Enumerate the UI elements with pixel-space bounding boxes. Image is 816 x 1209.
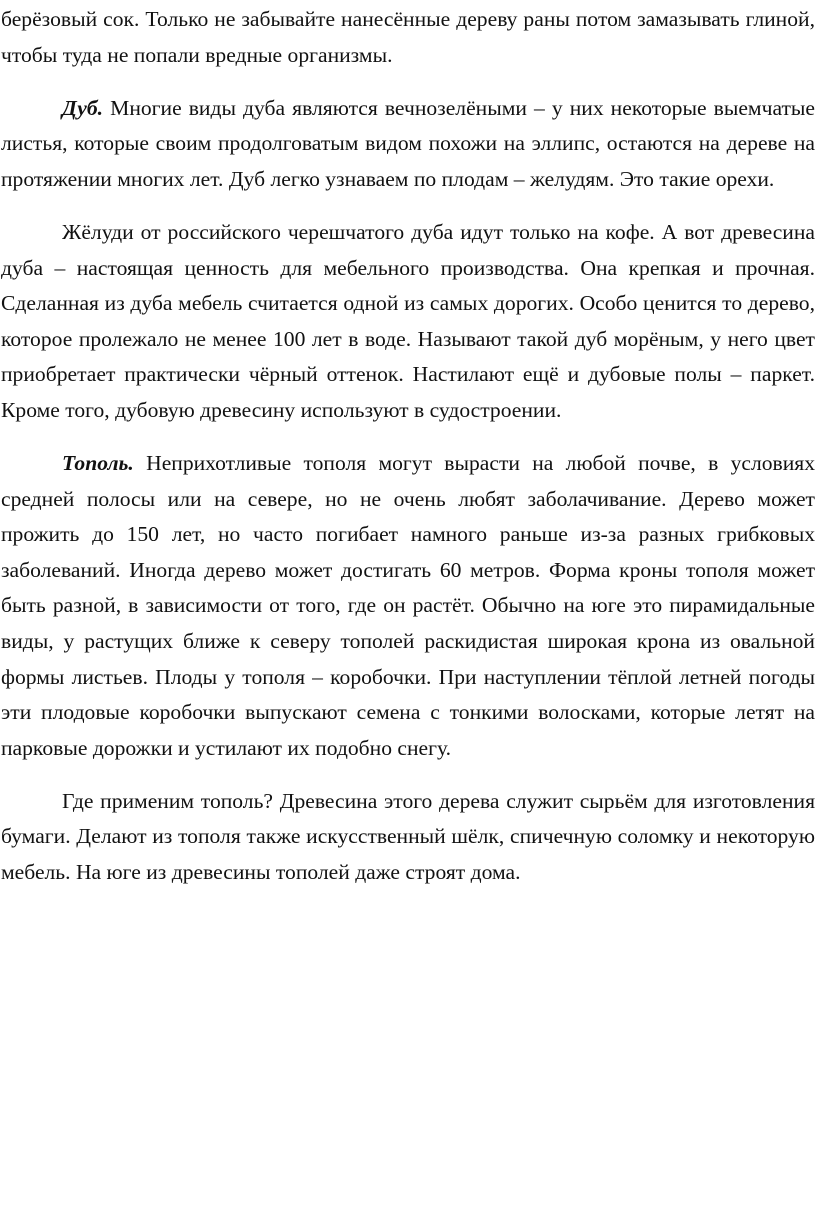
paragraph-birch-continuation — [1, 2, 815, 73]
paragraph-text: Неприхотливые тополя могут вырасти на любой почве, в условиях средней полосы или на севере, но не очень любят заболачивание. Дерево может прожить до 150 лет, но часто погибает намного раньше из-за разных грибковых заболеваний. Иногда дерево может достигать 60 метров. Форма кроны тополя может быть разной, в зависимости от того, где он растёт. Обычно на юге это пирамидальные виды, у растущих ближе к северу тополей раскидистая широкая крона из овальной формы листьев. Плоды у тополя – коробочки. При наступлении тёплой летней погоды эти плодовые коробочки выпускают семена с тонкими волосками, которые летят на парковые дорожки и устилают их подобно снегу. — [1, 451, 815, 760]
paragraph-term: Тополь. — [62, 451, 134, 476]
paragraph-term: Дуб. — [62, 95, 104, 120]
paragraph-oak-acorns — [1, 215, 815, 429]
paragraph-poplar-usage — [1, 784, 815, 891]
paragraph-poplar — [1, 446, 815, 766]
paragraph-text: Где применим тополь? Древесина этого дерева служит сырьём для изготовления бумаги. Делают из тополя также искусственный шёлк, спичечную соломку и некоторую мебель. На юге из древесины тополей даже строят дома. — [1, 788, 815, 885]
paragraph-text: берёзовый сок. Только не забывайте нанесённые дереву раны потом замазывать глиной, чтобы туда не попали вредные организмы. — [1, 7, 815, 67]
paragraph-text: Жёлуди от российского черешчатого дуба идут только на кофе. А вот древесина дуба – настоящая ценность для мебельного производства. Она крепкая и прочная. Сделанная из дуба мебель считается одной из самых дорогих. Особо ценится то дерево, которое пролежало не менее 100 лет в воде. Называют такой дуб морёным, у него цвет приобретает практически чёрный оттенок. Настилают ещё и дубовые полы – паркет. Кроме того, дубовую древесину используют в судостроении. — [1, 219, 815, 422]
paragraph-text: Многие виды дуба являются вечнозелёными – у них некоторые выемчатые листья, которые своим продолговатым видом похожи на эллипс, остаются на дереве на протяжении многих лет. Дуб легко узнаваем по плодам – желудям. Это такие орехи. — [1, 95, 815, 191]
paragraph-oak — [1, 91, 815, 198]
